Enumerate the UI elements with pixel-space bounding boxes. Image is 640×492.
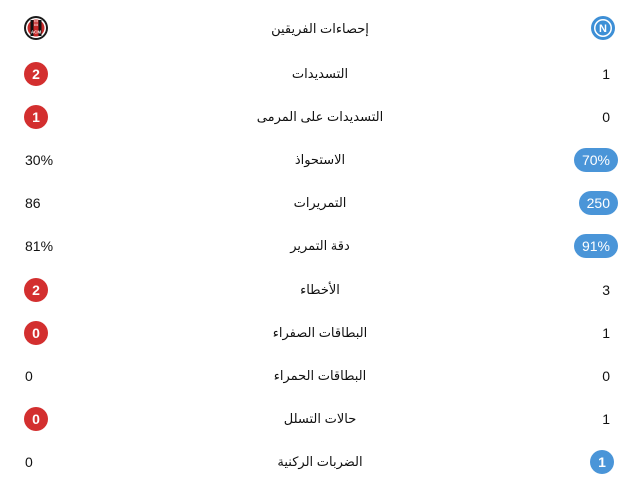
stats-list	[0, 52, 640, 484]
stat-label: التسديدات	[291, 65, 349, 81]
stat-row	[0, 52, 640, 95]
home-stat-value: 0	[25, 367, 33, 384]
stat-label: البطاقات الصفراء	[272, 324, 368, 340]
home-stat-highlight: 0	[24, 321, 48, 345]
home-stat-cell	[22, 354, 82, 397]
away-stat-value: 0	[602, 108, 610, 125]
away-stat-cell	[558, 182, 618, 225]
stat-row	[0, 95, 640, 138]
away-stat-cell	[558, 311, 618, 354]
ac-milan-crest-text: ACM	[30, 29, 42, 35]
page-title: إحصاءات الفريقين	[271, 21, 369, 36]
napoli-crest-text: N	[599, 23, 607, 35]
stat-label: حالات التسلل	[283, 411, 357, 427]
away-stat-cell	[558, 225, 618, 268]
stat-label: دقة التمرير	[290, 238, 350, 254]
stat-row	[0, 311, 640, 354]
home-stat-cell	[22, 225, 82, 268]
away-stat-highlight: 250	[579, 191, 618, 215]
away-stat-value: 1	[602, 411, 610, 428]
stat-label: الضربات الركنية	[277, 454, 363, 470]
home-stat-cell	[22, 398, 82, 441]
stat-row	[0, 441, 640, 484]
stat-label: الاستحواذ	[294, 151, 346, 167]
home-stat-cell	[22, 311, 82, 354]
home-stat-cell	[22, 138, 82, 181]
home-stat-cell	[22, 182, 82, 225]
stat-row	[0, 398, 640, 441]
home-stat-highlight: 2	[24, 278, 48, 302]
away-stat-cell	[558, 441, 618, 484]
stat-label: التمريرات	[293, 195, 347, 211]
away-stat-cell	[558, 95, 618, 138]
home-stat-highlight: 1	[24, 105, 48, 129]
away-stat-cell	[558, 398, 618, 441]
home-stat-value: 81%	[25, 238, 54, 255]
stat-row	[0, 268, 640, 311]
home-stat-value: 0	[25, 454, 33, 471]
stat-row	[0, 182, 640, 225]
away-stat-value: 1	[602, 65, 610, 82]
home-stat-highlight: 0	[24, 407, 48, 431]
away-stat-highlight: 70%	[574, 148, 618, 172]
away-stat-cell	[558, 52, 618, 95]
home-stat-cell	[22, 95, 82, 138]
stat-label: التسديدات على المرمى	[256, 108, 384, 124]
home-stat-value: 30%	[25, 151, 54, 168]
away-stat-value: 1	[602, 324, 610, 341]
home-stat-cell	[22, 52, 82, 95]
napoli-crest-icon	[590, 15, 616, 41]
stat-label: البطاقات الحمراء	[273, 367, 367, 383]
home-stat-cell	[22, 268, 82, 311]
home-stat-cell	[22, 441, 82, 484]
home-stat-highlight: 2	[24, 62, 48, 86]
stat-label: الأخطاء	[300, 281, 340, 297]
away-stat-cell	[558, 268, 618, 311]
stat-row	[0, 225, 640, 268]
away-stat-value: 3	[602, 281, 610, 298]
stats-header	[0, 0, 640, 58]
stat-row	[0, 138, 640, 181]
home-stat-value: 86	[25, 195, 41, 212]
away-stat-value: 0	[602, 367, 610, 384]
away-stat-cell	[558, 354, 618, 397]
away-stat-highlight: 1	[590, 450, 614, 474]
away-stat-highlight: 91%	[574, 234, 618, 258]
away-stat-cell	[558, 138, 618, 181]
stat-row	[0, 354, 640, 397]
